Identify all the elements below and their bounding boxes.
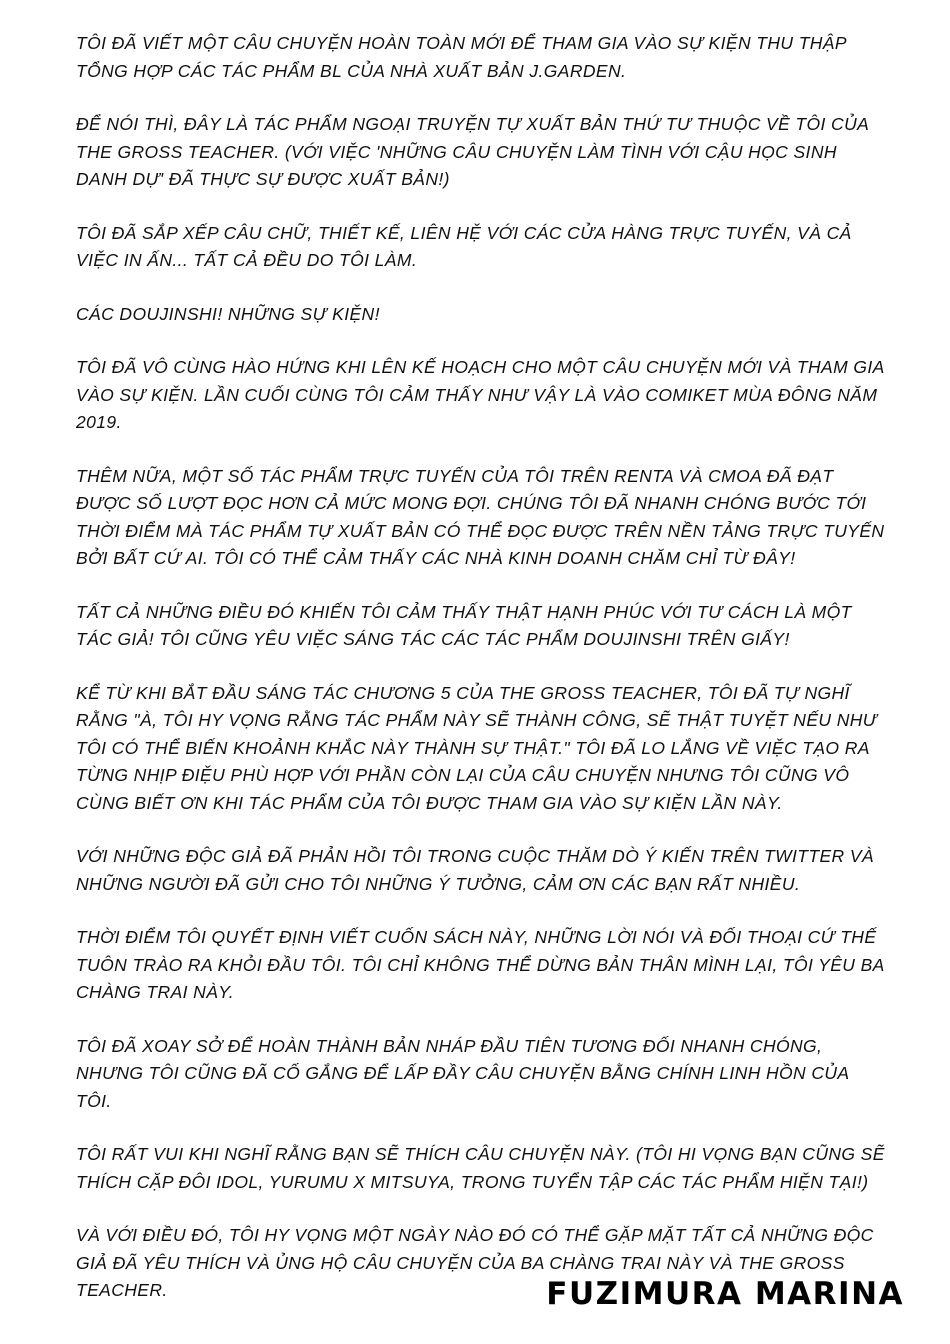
paragraph: TÔI ĐÃ VIẾT MỘT CÂU CHUYỆN HOÀN TOÀN MỚI ĐỂ THAM GIA VÀO SỰ KIỆN THU THẬP TỔNG HỢP CÁC TÁC PHẨM BL CỦA NHÀ XUẤT BẢN J.GARDEN. (76, 33, 847, 81)
paragraph: TÔI ĐÃ SẮP XẾP CÂU CHỮ, THIẾT KẾ, LIÊN HỆ VỚI CÁC CỬA HÀNG TRỰC TUYẾN, VÀ CẢ VIỆC IN ẤN... TẤT CẢ ĐỀU DO TÔI LÀM. (76, 222, 852, 270)
paragraph: TÔI RẤT VUI KHI NGHĨ RẰNG BẠN SẼ THÍCH CÂU CHUYỆN NÀY. (TÔI HI VỌNG BẠN CŨNG SẼ THÍCH CẶP ĐÔI IDOL, YURUMU X MITSUYA, TRONG TUYỂN TẬP CÁC TÁC PHẨM HIỆN TẠI!) (76, 1144, 885, 1192)
paragraph: VÀ VỚI ĐIỀU ĐÓ, TÔI HY VỌNG MỘT NGÀY NÀO ĐÓ CÓ THỂ GẶP MẶT TẤT CẢ NHỮNG ĐỘC GIẢ ĐÃ YÊU THÍCH VÀ ỦNG HỘ CÂU CHUYỆN CỦA BA CHÀNG TRAI NÀY VÀ THE GROSS TEACHER. (76, 1225, 874, 1300)
paragraph: VỚI NHỮNG ĐỘC GIẢ ĐÃ PHẢN HỒI TÔI TRONG CUỘC THĂM DÒ Ý KIẾN TRÊN TWITTER VÀ NHỮNG NGƯỜI ĐÃ GỬI CHO TÔI NHỮNG Ý TƯỞNG, CẢM ƠN CÁC BẠN RẤT NHIỀU. (76, 846, 874, 894)
paragraph: TÔI ĐÃ XOAY SỞ ĐỂ HOÀN THÀNH BẢN NHÁP ĐẦU TIÊN TƯƠNG ĐỐI NHANH CHÓNG, NHƯNG TÔI CŨNG ĐÃ CỐ GẮNG ĐỂ LẤP ĐẦY CÂU CHUYỆN BẰNG CHÍNH LINH HỒN CỦA TÔI. (76, 1035, 849, 1111)
paragraph: TÔI ĐÃ VÔ CÙNG HÀO HỨNG KHI LÊN KẾ HOẠCH CHO MỘT CÂU CHUYỆN MỚI VÀ THAM GIA VÀO SỰ KIỆN. LẦN CUỐI CÙNG TÔI CẢM THẤY NHƯ VẬY LÀ VÀO COMIKET MÙA ĐÔNG NĂM 2019. (76, 357, 885, 432)
paragraph: THỜI ĐIỂM TÔI QUYẾT ĐỊNH VIẾT CUỐN SÁCH NÀY, NHỮNG LỜI NÓI VÀ ĐỐI THOẠI CỨ THẾ TUÔN TRÀO RA KHỎI ĐẦU TÔI. TÔI CHỈ KHÔNG THỂ DỪNG BẢN THÂN MÌNH LẠI, TÔI YÊU BA CHÀNG TRAI NÀY. (76, 927, 885, 1002)
paragraph: ĐỂ NÓI THÌ, ĐÂY LÀ TÁC PHẨM NGOẠI TRUYỆN TỰ XUẤT BẢN THỨ TƯ THUỘC VỀ TÔI CỦA THE GROSS TEACHER. (VỚI VIỆC 'NHỮNG CÂU CHUYỆN LÀM TÌNH VỚI CẬU HỌC SINH DANH DỰ' ĐÃ THỰC SỰ ĐƯỢC XUẤT BẢN!) (76, 114, 869, 189)
paragraph: THÊM NỮA, MỘT SỐ TÁC PHẨM TRỰC TUYẾN CỦA TÔI TRÊN RENTA VÀ CMOA ĐÃ ĐẠT ĐƯỢC SỐ LƯỢT ĐỌC HƠN CẢ MỨC MONG ĐỢI. CHÚNG TÔI ĐÃ NHANH CHÓNG BƯỚC TỚI THỜI ĐIỂM MÀ TÁC PHẨM TỰ XUẤT BẢN CÓ THỂ ĐỌC ĐƯỢC TRÊN NỀN TẢNG TRỰC TUYẾN BỞI BẤT CỨ AI. TÔI CÓ THỂ CẢM THẤY CÁC NHÀ KINH DOANH CHĂM CHỈ TỪ ĐÂY! (76, 465, 885, 568)
paragraph: KỂ TỪ KHI BẮT ĐẦU SÁNG TÁC CHƯƠNG 5 CỦA THE GROSS TEACHER, TÔI ĐÃ TỰ NGHĨ RẰNG "À, TÔI HY VỌNG RẰNG TÁC PHẨM NÀY SẼ THÀNH CÔNG, SẼ THẬT TUYỆT NẾU NHƯ TÔI CÓ THỂ BIẾN KHOẢNH KHẮC NÀY THÀNH SỰ THẬT." TÔI ĐÃ LO LẮNG VỀ VIỆC TẠO RA TỪNG NHỊP ĐIỆU PHÙ HỢP VỚI PHẦN CÒN LẠI CỦA CÂU CHUYỆN NHƯNG TÔI CŨNG VÔ CÙNG BIẾT ƠN KHI TÁC PHẨM CỦA TÔI ĐƯỢC THAM GIA VÀO SỰ KIỆN LẦN NÀY. (76, 682, 878, 813)
author-signature: FUZIMURA MARINA (546, 1276, 904, 1312)
afterword-text (76, 30, 886, 1331)
paragraph: CÁC DOUJINSHI! NHỮNG SỰ KIỆN! (76, 303, 380, 324)
paragraph: TẤT CẢ NHỮNG ĐIỀU ĐÓ KHIẾN TÔI CẢM THẤY THẬT HẠNH PHÚC VỚI TƯ CÁCH LÀ MỘT TÁC GIẢ! TÔI CŨNG YÊU VIỆC SÁNG TÁC CÁC TÁC PHẨM DOUJINSHI TRÊN GIẤY! (76, 601, 852, 649)
